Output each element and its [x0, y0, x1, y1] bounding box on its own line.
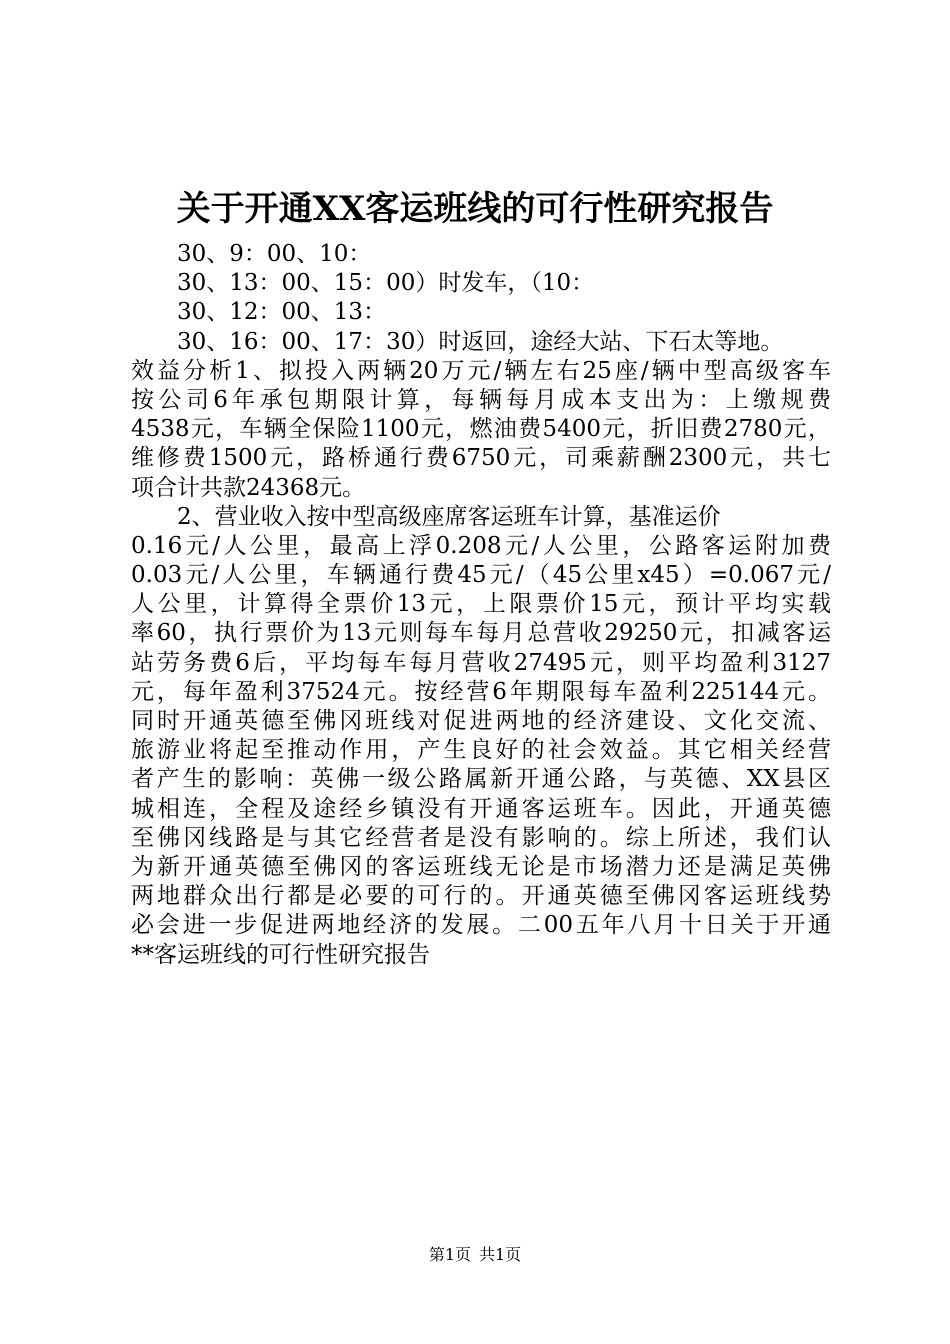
- page-footer: [0, 1244, 950, 1266]
- body-line-14: 率60，执行票价为13元则每车每月总营收29250元，扣减客运: [131, 620, 831, 647]
- body-line-8: 维修费1500元，路桥通行费6750元，司乘薪酬2300元，共七: [131, 445, 831, 472]
- body-line-25: **客运班线的可行性研究报告: [131, 941, 430, 968]
- body-line-6: 按公司6年承包期限计算，每辆每月成本支出为：上缴规费: [131, 386, 831, 413]
- body-line-1: 30、9：00、10：: [177, 241, 372, 267]
- body-line-21: 至佛冈线路是与其它经营者是没有影响的。综上所述，我们认: [131, 824, 831, 851]
- document-body: [131, 240, 831, 970]
- body-line-9: 项合计共款24368元。: [131, 474, 366, 501]
- body-line-12: 0.03元/人公里，车辆通行费45元/（45公里x45）=0.067元/: [131, 562, 831, 589]
- body-line-10: 2、营业收入按中型高级座席客运班车计算，基准运价: [177, 503, 721, 530]
- body-line-3: 30、12：00、13：: [177, 299, 387, 326]
- page-total: 共1页: [479, 1245, 522, 1264]
- body-line-24: 必会进一步促进两地经济的发展。二00五年八月十日关于开通: [131, 912, 831, 939]
- page-number: 第1页: [428, 1245, 471, 1264]
- body-line-17: 同时开通英德至佛冈班线对促进两地的经济建设、文化交流、: [131, 708, 831, 734]
- body-line-15: 站劳务费6后，平均每车每月营收27495元，则平均盈利3127: [131, 649, 831, 676]
- body-line-13: 人公里，计算得全票价13元，上限票价15元，预计平均实载: [131, 591, 831, 618]
- body-line-18: 旅游业将起至推动作用，产生良好的社会效益。其它相关经营: [131, 737, 831, 764]
- body-line-19: 者产生的影响：英佛一级公路属新开通公路，与英德、XX县区: [131, 766, 831, 793]
- body-line-16: 元，每年盈利37524元。按经营6年期限每车盈利225144元。: [131, 678, 831, 705]
- body-line-23: 两地群众出行都是必要的可行的。开通英德至佛冈客运班线势: [131, 883, 831, 910]
- body-line-22: 为新开通英德至佛冈的客运班线无论是市场潜力还是满足英佛: [131, 853, 831, 880]
- body-line-7: 4538元，车辆全保险1100元，燃油费5400元，折旧费2780元，: [131, 416, 831, 443]
- document-title: 关于开通XX客运班线的可行性研究报告: [176, 189, 774, 229]
- body-line-4: 30、16：00、17：30）时返回，途经大站、下石太等地。: [177, 328, 784, 355]
- body-line-5: 效益分析1、拟投入两辆20万元/辆左右25座/辆中型高级客车: [131, 357, 831, 384]
- body-line-2: 30、13：00、15：00）时发车，（10：: [177, 270, 595, 297]
- body-line-20: 城相连，全程及途经乡镇没有开通客运班车。因此，开通英德: [131, 795, 831, 822]
- body-line-11: 0.16元/人公里，最高上浮0.208元/人公里，公路客运附加费: [131, 532, 831, 559]
